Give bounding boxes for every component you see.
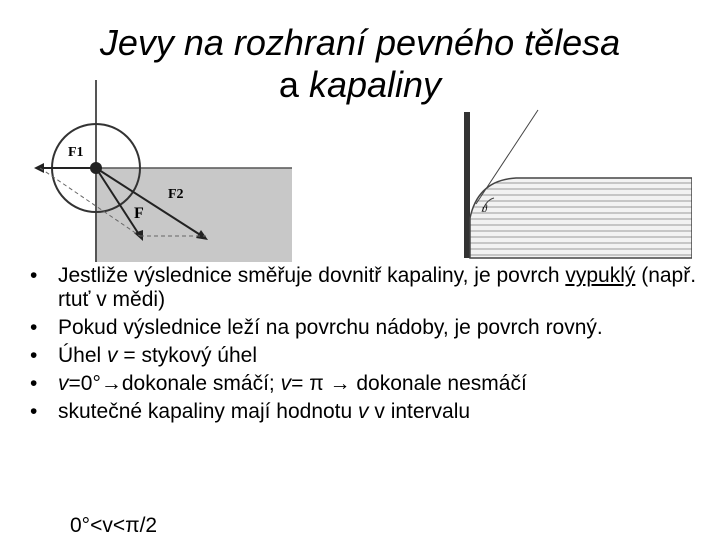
bullet-contact-angle: • Úhel v = stykový úhel [28,344,708,368]
title-a: a [278,64,299,105]
title-line-1: Jevy na rozhraní pevného tělesa [99,22,621,63]
label-f: F [134,205,144,222]
contact-angle-figure [456,108,692,260]
container-wall [464,112,470,258]
bullet-real-liquids: • skutečné kapaliny mají hodnotu v v intervalu [28,400,708,424]
term-vypukly: vypuklý [565,264,636,287]
bullet-wetting: • v=0°→dokonale smáčí; v= π → dokonale nesmáčí [28,372,708,396]
liquid-meniscus [470,178,692,258]
label-f2: F2 [168,187,184,202]
title-line-2 [0,64,720,106]
label-f1: F1 [68,145,84,160]
svg-text:ϑ: ϑ [482,204,487,215]
title-kapaliny: kapaliny [308,64,442,105]
slide-title [0,22,720,106]
bullet-convex: • Jestliže výslednice směřuje dovnitř kapaliny, je povrch vypuklý (např. rtuť v mědi) [28,264,708,312]
bullet-flat: • Pokud výslednice leží na povrchu nádoby, je povrch rovný. [28,316,708,340]
bullet-list [28,264,708,426]
interval-text: 0°<v<π/2 [70,514,158,537]
